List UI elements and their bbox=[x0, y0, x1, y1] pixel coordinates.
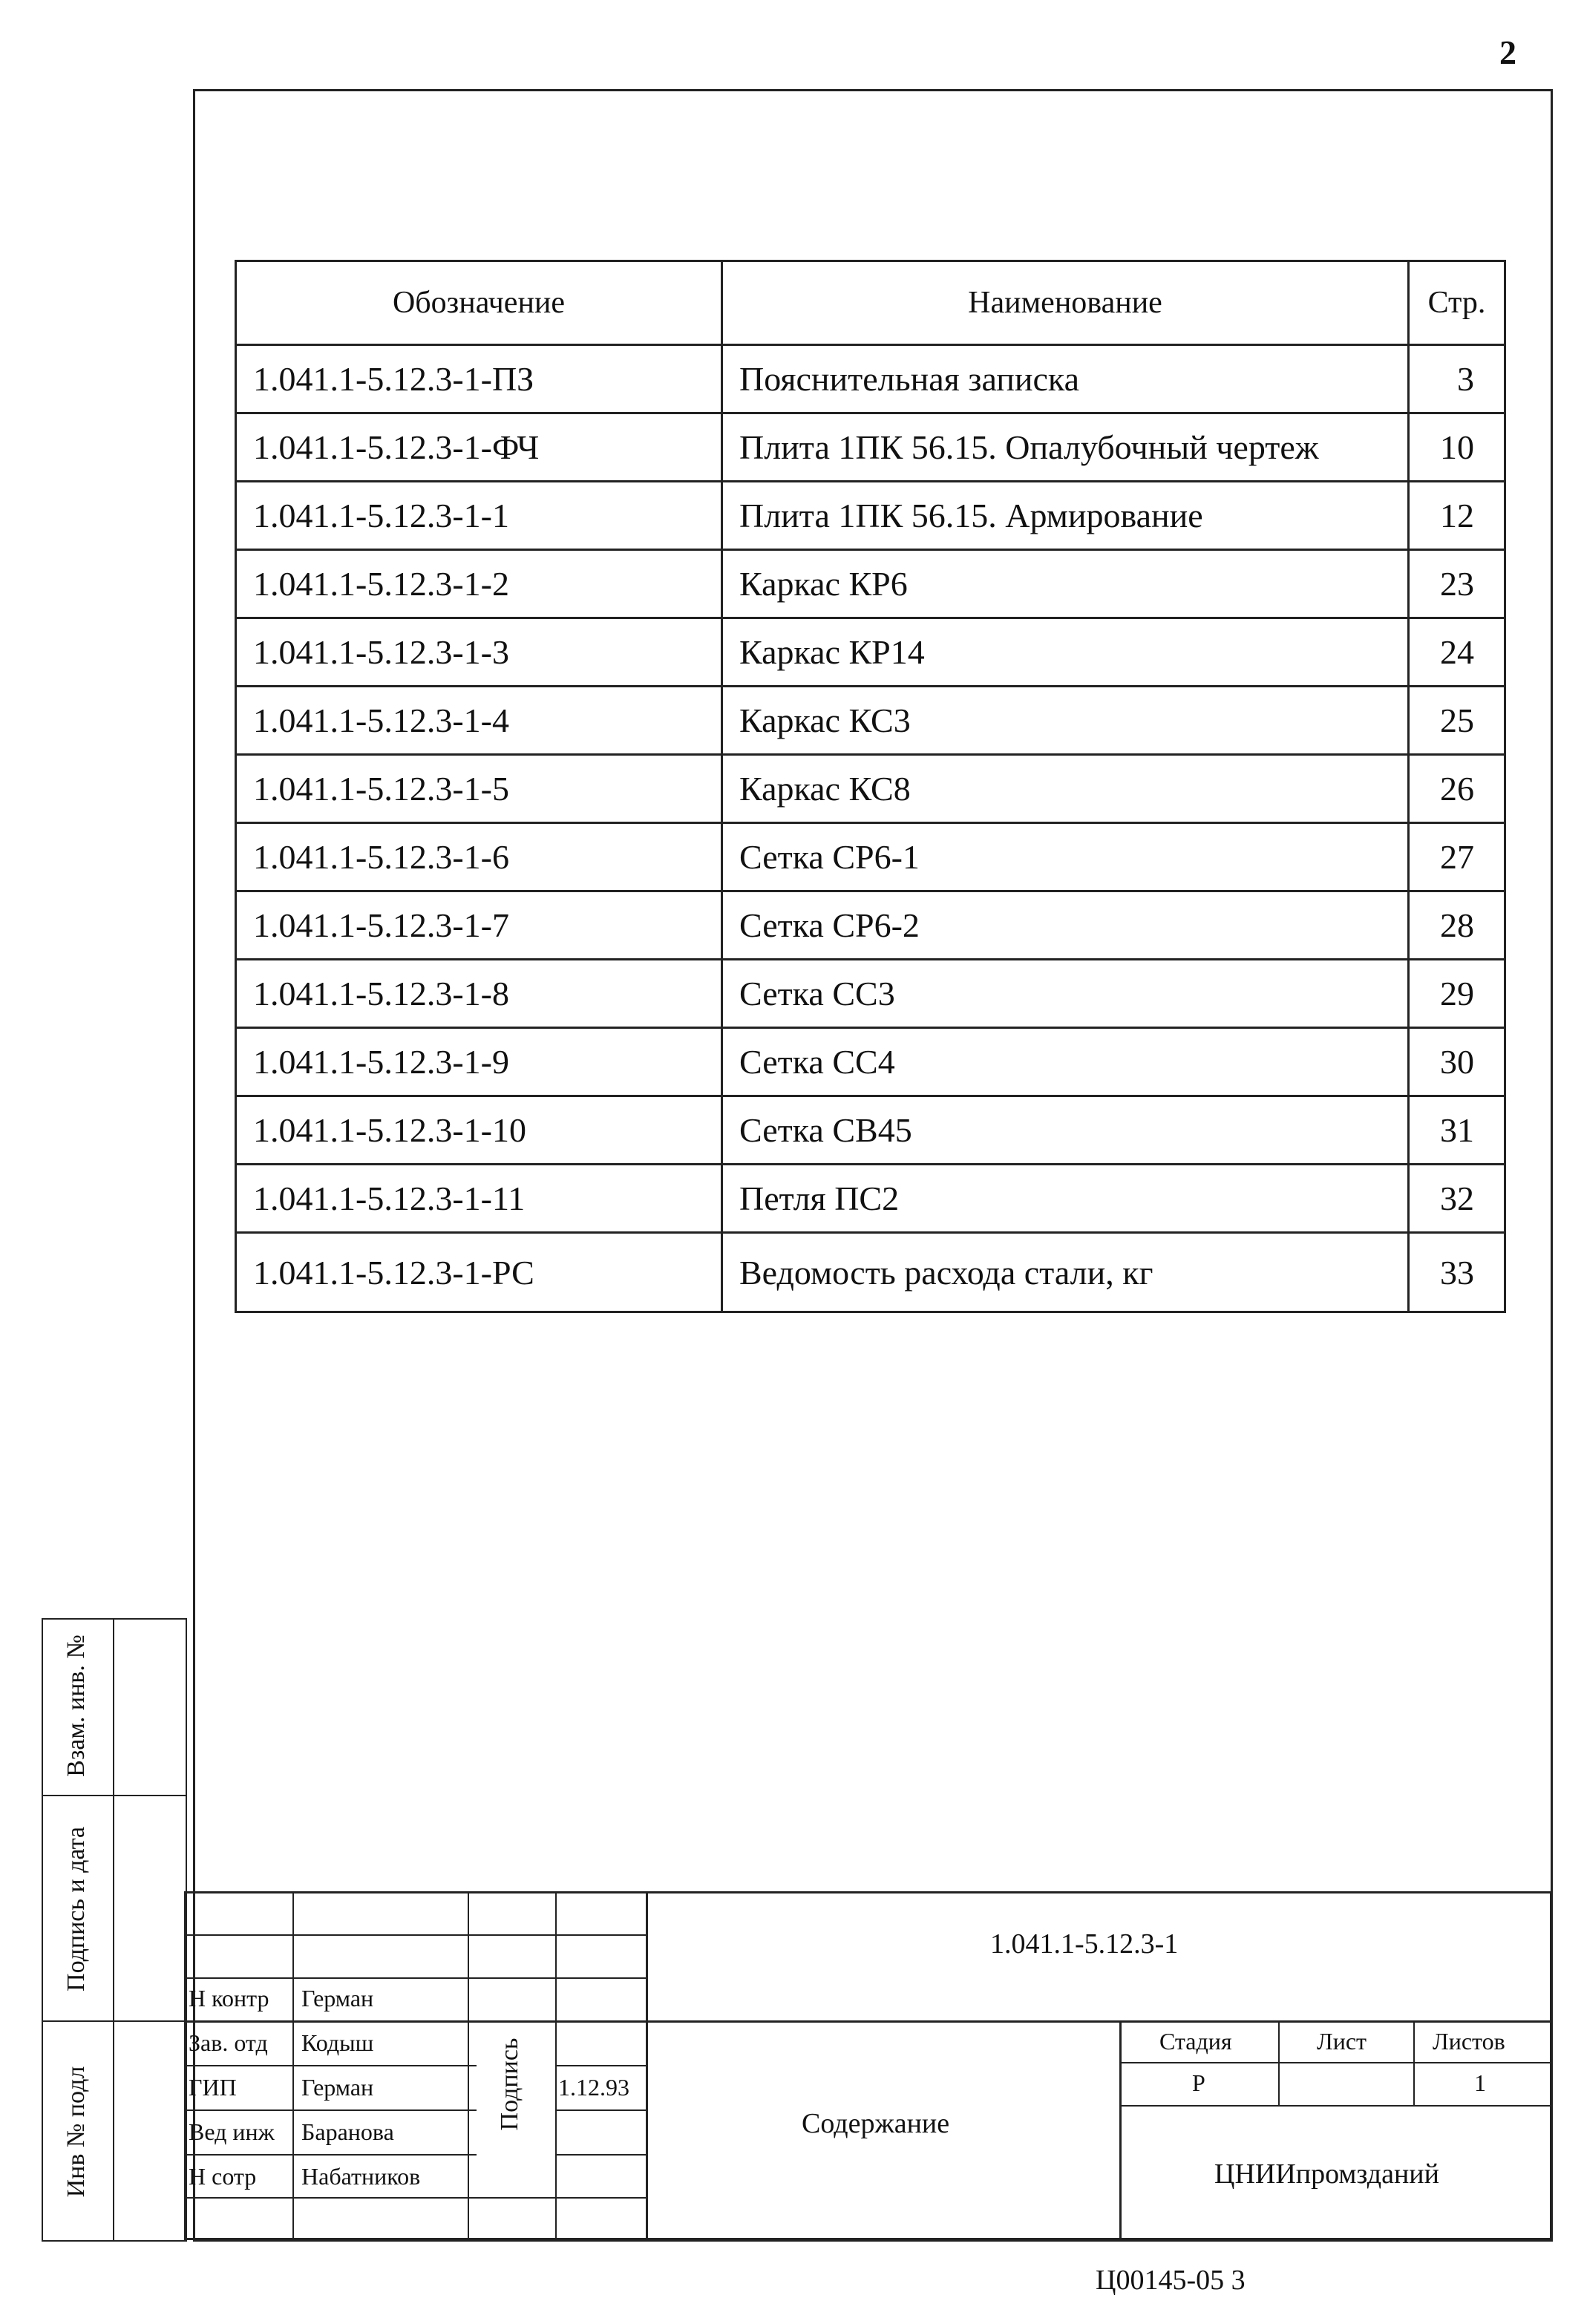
row-page: 32 bbox=[1409, 1165, 1505, 1233]
row-name: Сетка СВ45 bbox=[722, 1096, 1409, 1165]
row-page: 26 bbox=[1409, 755, 1505, 823]
signature-label: Подпись bbox=[496, 2037, 523, 2131]
name-check: Герман bbox=[301, 1985, 374, 2012]
role-chief: ГИП bbox=[189, 2074, 237, 2101]
footer-code: Ц00145-05 3 bbox=[1096, 2265, 1246, 2296]
row-designation: 1.041.1-5.12.3-1-8 bbox=[236, 960, 722, 1028]
contents-table bbox=[235, 260, 1506, 1313]
row-name: Пояснительная записка bbox=[722, 345, 1409, 413]
table-row bbox=[236, 755, 1505, 823]
replaced-inventory-label: Взам. инв. № bbox=[62, 1634, 90, 1777]
row-name: Ведомость расхода стали, кг bbox=[722, 1233, 1409, 1312]
header-page: Стр. bbox=[1409, 261, 1505, 345]
name-staff: Набатников bbox=[301, 2163, 421, 2190]
row-name: Каркас КС8 bbox=[722, 755, 1409, 823]
row-designation: 1.041.1-5.12.3-1-3 bbox=[236, 618, 722, 687]
table-row bbox=[236, 687, 1505, 755]
row-designation: 1.041.1-5.12.3-1-5 bbox=[236, 755, 722, 823]
row-designation: 1.041.1-5.12.3-1-6 bbox=[236, 823, 722, 891]
row-page: 28 bbox=[1409, 891, 1505, 960]
row-name: Каркас КС3 bbox=[722, 687, 1409, 755]
row-page: 23 bbox=[1409, 550, 1505, 618]
table-row bbox=[236, 1096, 1505, 1165]
row-name: Сетка СС4 bbox=[722, 1028, 1409, 1096]
row-name: Плита 1ПК 56.15. Опалубочный чертеж bbox=[722, 413, 1409, 482]
name-head: Кодыш bbox=[301, 2029, 374, 2056]
row-name: Сетка СР6-1 bbox=[722, 823, 1409, 891]
table-row bbox=[236, 891, 1505, 960]
table-row bbox=[236, 1165, 1505, 1233]
row-designation: 1.041.1-5.12.3-1-РС bbox=[236, 1233, 722, 1312]
table-row bbox=[236, 1233, 1505, 1312]
row-page: 30 bbox=[1409, 1028, 1505, 1096]
row-page: 10 bbox=[1409, 413, 1505, 482]
sheets-label: Листов bbox=[1433, 2028, 1505, 2055]
row-designation: 1.041.1-5.12.3-1-7 bbox=[236, 891, 722, 960]
table-row bbox=[236, 960, 1505, 1028]
row-page: 33 bbox=[1409, 1233, 1505, 1312]
row-designation: 1.041.1-5.12.3-1-9 bbox=[236, 1028, 722, 1096]
stage-label: Стадия bbox=[1159, 2028, 1232, 2055]
row-designation: 1.041.1-5.12.3-1-4 bbox=[236, 687, 722, 755]
contents-body bbox=[236, 345, 1505, 1312]
row-name: Петля ПС2 bbox=[722, 1165, 1409, 1233]
row-page: 3 bbox=[1409, 345, 1505, 413]
signature-date-label: Подпись и дата bbox=[62, 1827, 90, 1991]
table-row bbox=[236, 1028, 1505, 1096]
header-designation: Обозначение bbox=[236, 261, 722, 345]
row-page: 29 bbox=[1409, 960, 1505, 1028]
table-row bbox=[236, 482, 1505, 550]
row-designation: 1.041.1-5.12.3-1-1 bbox=[236, 482, 722, 550]
table-row bbox=[236, 345, 1505, 413]
row-page: 31 bbox=[1409, 1096, 1505, 1165]
row-page: 25 bbox=[1409, 687, 1505, 755]
row-designation: 1.041.1-5.12.3-1-ФЧ bbox=[236, 413, 722, 482]
row-designation: 1.041.1-5.12.3-1-11 bbox=[236, 1165, 722, 1233]
role-check: Н контр bbox=[189, 1985, 269, 2012]
row-name: Каркас КР6 bbox=[722, 550, 1409, 618]
row-page: 27 bbox=[1409, 823, 1505, 891]
row-name: Сетка СР6-2 bbox=[722, 891, 1409, 960]
row-designation: 1.041.1-5.12.3-1-2 bbox=[236, 550, 722, 618]
row-designation: 1.041.1-5.12.3-1-10 bbox=[236, 1096, 722, 1165]
date: 1.12.93 bbox=[558, 2074, 629, 2101]
name-chief: Герман bbox=[301, 2074, 374, 2101]
sheet-label: Лист bbox=[1317, 2028, 1367, 2055]
original-inventory-label: Инв № подл bbox=[62, 2066, 90, 2198]
row-page: 12 bbox=[1409, 482, 1505, 550]
header-name: Наименование bbox=[722, 261, 1409, 345]
contents-header-row bbox=[236, 261, 1505, 345]
name-lead: Баранова bbox=[301, 2118, 394, 2145]
table-row bbox=[236, 550, 1505, 618]
organization: ЦНИИпромзданий bbox=[1214, 2158, 1439, 2190]
sheets-value: 1 bbox=[1474, 2069, 1486, 2096]
stage-value: Р bbox=[1192, 2069, 1205, 2096]
document-code: 1.041.1-5.12.3-1 bbox=[990, 1928, 1179, 1960]
table-row bbox=[236, 823, 1505, 891]
row-designation: 1.041.1-5.12.3-1-ПЗ bbox=[236, 345, 722, 413]
row-page: 24 bbox=[1409, 618, 1505, 687]
role-head: Зав. отд bbox=[189, 2029, 268, 2056]
row-name: Сетка СС3 bbox=[722, 960, 1409, 1028]
row-name: Каркас КР14 bbox=[722, 618, 1409, 687]
role-lead: Вед инж bbox=[189, 2118, 275, 2145]
row-name: Плита 1ПК 56.15. Армирование bbox=[722, 482, 1409, 550]
role-staff: Н сотр bbox=[189, 2163, 257, 2190]
table-row bbox=[236, 413, 1505, 482]
page-number: 2 bbox=[1499, 33, 1516, 71]
sheet-title: Содержание bbox=[802, 2108, 950, 2139]
table-row bbox=[236, 618, 1505, 687]
